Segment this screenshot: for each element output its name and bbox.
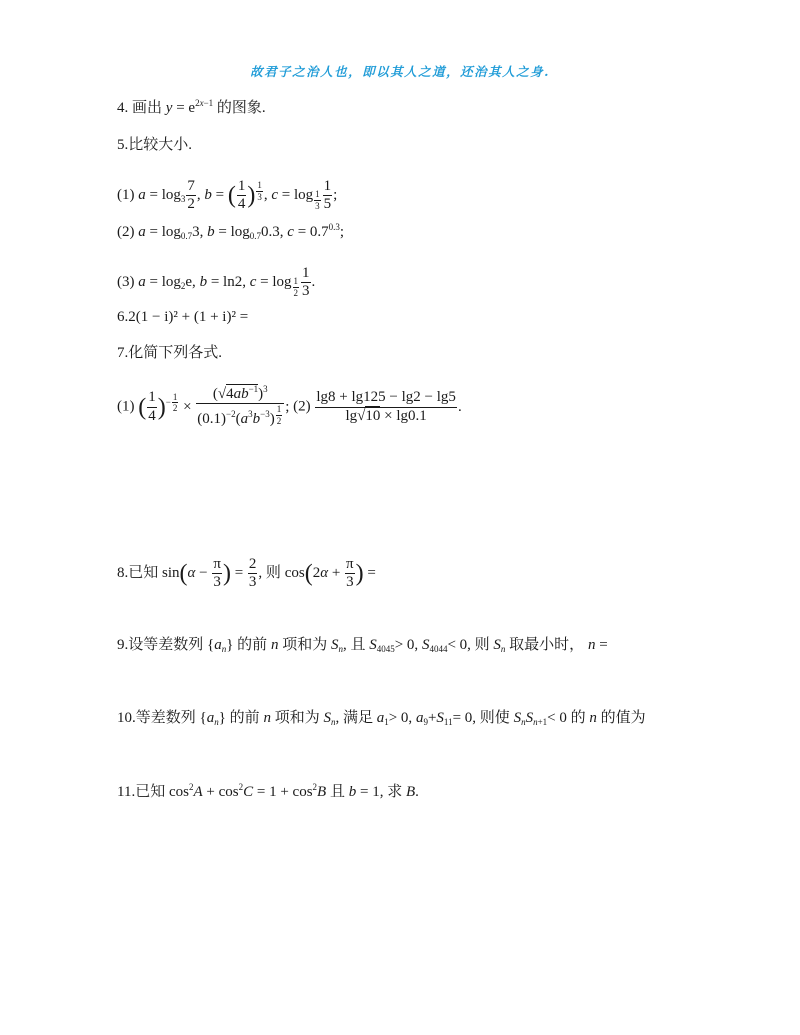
- question-text: 的值为: [600, 710, 646, 726]
- math-expression: $S_nS_{n+1}< 0$: [513, 710, 567, 727]
- question-text: 项和为: [274, 710, 320, 726]
- math-expression: $\frac{\lg 8 + \lg 125 - \lg 2 - \lg 5}{\lg√10 \times \lg 0.1}$ .: [316, 389, 462, 424]
- question-5: [117, 135, 192, 155]
- question-text: 化简下列各式.: [128, 345, 223, 361]
- math-expression: cos(2α + $\frac{\pi}{3}$ ) =: [284, 556, 376, 591]
- question-text: 满足: [342, 710, 373, 726]
- question-4: [117, 98, 266, 118]
- question-text: 求: [387, 784, 403, 800]
- math-expression: B.: [405, 784, 419, 800]
- question-text: 则使: [479, 710, 510, 726]
- question-8: [117, 556, 376, 592]
- question-5-part-1: [117, 178, 337, 214]
- question-5-part-2: [117, 222, 344, 242]
- question-text: 设等差数列: [128, 637, 204, 653]
- question-9: [117, 635, 608, 655]
- part-label: (3): [117, 274, 135, 291]
- question-text: 6.2(1 − i)² + (1 + i)² =: [117, 309, 249, 325]
- question-10: [117, 708, 646, 728]
- math-expression: n: [270, 637, 279, 653]
- part-label: (1): [117, 398, 135, 415]
- math-expression: n: [589, 710, 597, 726]
- question-text: 已知: [128, 565, 159, 582]
- math-expression: $a_1> 0$, $a_9+S_{11}= 0$,: [376, 710, 477, 727]
- math-expression: $\{a_n\}$: [199, 710, 226, 727]
- question-number: 8.: [117, 565, 129, 582]
- math-expression: $a = \log_3$ $\frac{7}{2}$ , b = ( $\frac{1}{4}$ ) $^{\frac{1}{3}}$ , c = log $_{\frac{1}{3}}$ $\frac{1}{5}$ ;: [138, 178, 338, 213]
- math-expression: n: [263, 710, 271, 726]
- question-text: 取最小时，: [509, 637, 585, 653]
- math-expression: sin(α − $\frac{\pi}{3}$ ) = $\frac{2}{3}$ ,: [162, 556, 266, 591]
- question-7: [117, 343, 222, 363]
- math-expression: $S_{4045}> 0$, $S_{4044}< 0$,: [369, 637, 471, 654]
- math-expression: $a = \log_2e$, b = ln2, c = log $_{\frac{1}{2}}$ $\frac{1}{3}$ .: [138, 265, 316, 300]
- question-text: 的前: [237, 637, 268, 653]
- question-text: 的图象.: [216, 100, 266, 116]
- question-number: 4.: [117, 100, 129, 116]
- question-text: 比较大小.: [128, 137, 193, 153]
- question-11: [117, 782, 419, 802]
- page-motto: 故君子之治人也，即以其人之道，还治其人之身.: [250, 64, 550, 79]
- question-text: 等差数列: [135, 710, 196, 726]
- question-6: [117, 307, 248, 327]
- question-text: 的: [570, 710, 586, 726]
- question-7-parts: [117, 386, 462, 428]
- math-expression: $\cos^2A + \cos^2C = 1 + \cos^2B$: [168, 782, 327, 800]
- math-expression: ( $\frac{1}{4}$ )$^{- \frac{1}{2}}$ × $(√4ab^{-1})^3$ $(0.1)^{-2}(a^3b^{-3})$ $^{\frac{1}{2}}$ ;: [138, 384, 294, 428]
- question-text: 的前: [229, 710, 260, 726]
- question-text: 则: [474, 637, 490, 653]
- math-expression: $S_n$,: [330, 637, 347, 654]
- math-expression: n =: [587, 637, 608, 653]
- question-number: 9.: [117, 637, 129, 653]
- question-number: 10.: [117, 710, 136, 726]
- math-expression: $a = \log_{0.7}3$, $b = \log_{0.7}0.3$, $c = 0.7^{0.3}$;: [138, 222, 345, 241]
- question-text: 且: [329, 784, 345, 800]
- question-5-part-3: [117, 265, 315, 301]
- question-text: 且: [350, 637, 366, 653]
- question-text: 则: [265, 565, 281, 582]
- question-text: 已知: [135, 784, 166, 800]
- math-expression: $S_n$: [493, 637, 506, 654]
- question-text: 项和为: [282, 637, 328, 653]
- part-label: (1): [117, 187, 135, 204]
- question-text: 画出: [132, 100, 163, 116]
- question-number: 5.: [117, 137, 129, 153]
- question-number: 11.: [117, 784, 136, 800]
- question-number: 7.: [117, 345, 129, 361]
- part-label: (2): [117, 224, 135, 240]
- part-label: (2): [293, 398, 311, 415]
- math-expression: $y = e^{2x-1}$: [165, 98, 214, 116]
- math-expression: b = 1,: [348, 784, 384, 800]
- math-expression: $\{a_n\}$: [207, 637, 234, 654]
- math-expression: $S_n$,: [323, 710, 340, 727]
